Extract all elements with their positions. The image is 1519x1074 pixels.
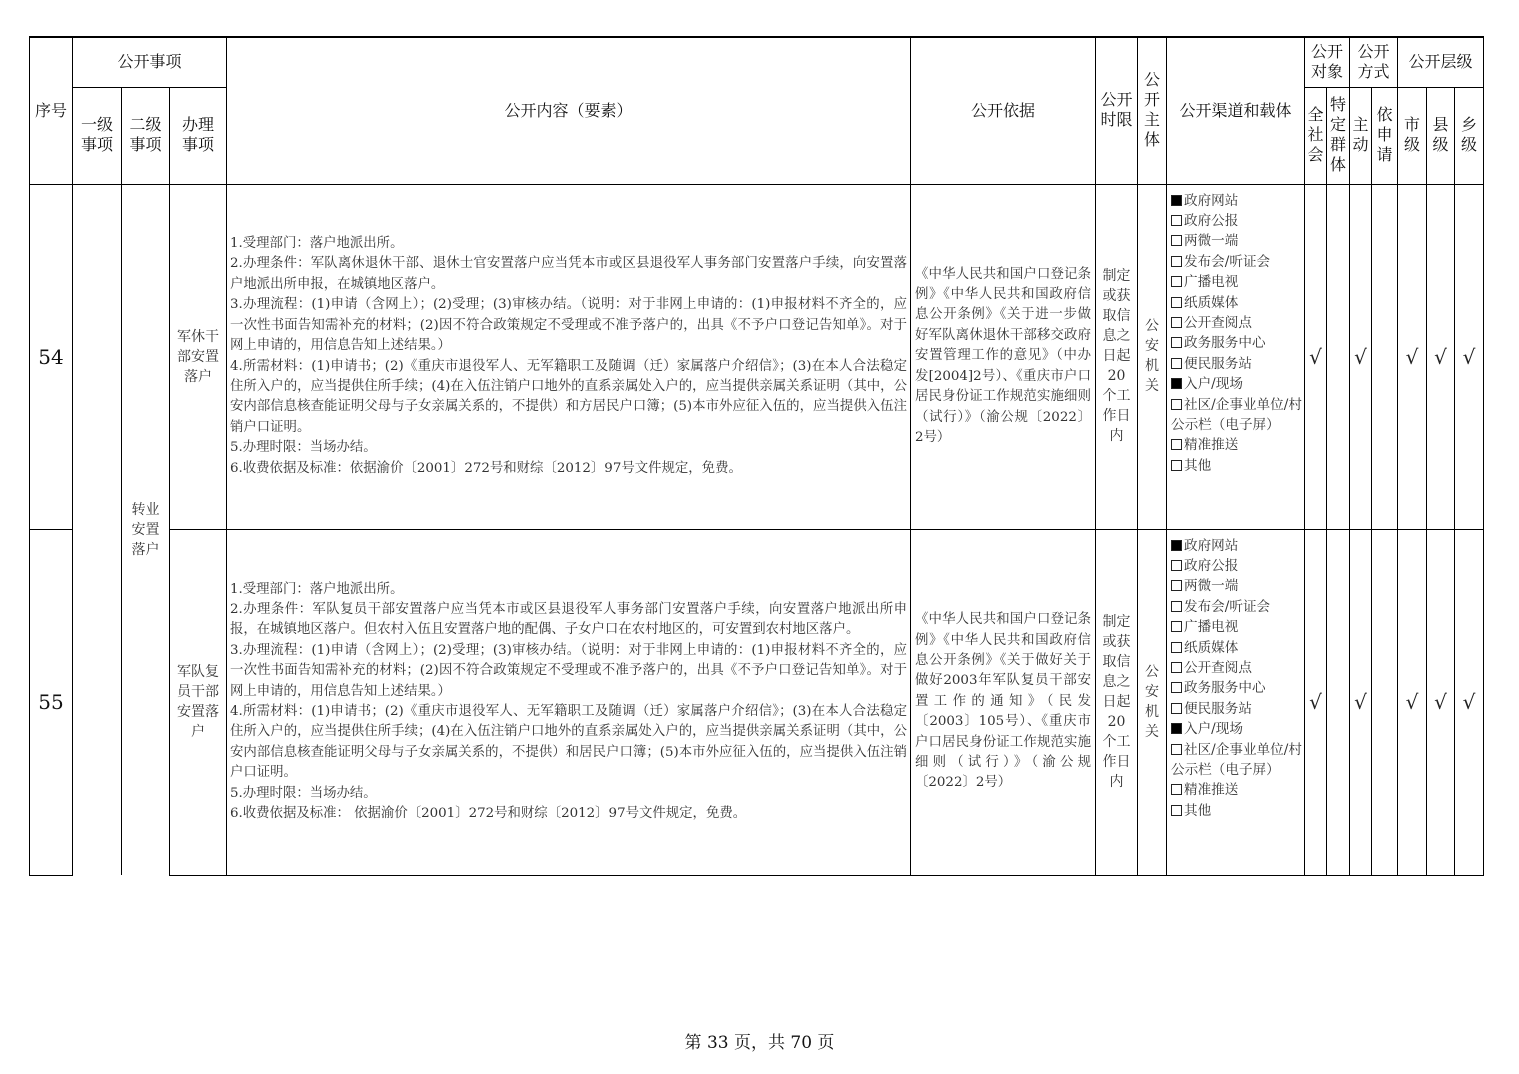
content-line: 4.所需材料：(1)申请书；(2)《重庆市退役军人、无军籍职工及随调（迁）家属落户介绍信》；(3)在本人合法稳定住所入户的，应当提供住所手续；(4)在入伍注销户口地外的直系亲属处入户的，应当提供亲属关系证明（其中，公安内部信息核查能证明父母与子女亲属关系的，不提供）和居民户口簿；(5)本市外应征入伍的，应当提供入伍注销户口证明。 bbox=[230, 704, 907, 781]
content-line: 1.受理部门：落户地派出所。 bbox=[230, 236, 404, 252]
checkbox-empty-icon bbox=[1171, 580, 1182, 591]
table-row bbox=[30, 529, 1484, 875]
content-line: 4.所需材料：(1)申请书；(2)《重庆市退役军人、无军籍职工及随调（迁）家属落户介绍信》；(3)在本人合法稳定住所入户的，应当提供住所手续；(4)在入伍注销户口地外的直系亲属处入户的，应当提供亲属关系证明（其中，公安内部信息核查能证明父母与子女亲属关系的，不提供）和方居民户口簿；(5)本市外应征入伍的，应当提供入伍注销户口证明。 bbox=[230, 358, 907, 435]
channel-item: 公开查阅点 bbox=[1171, 313, 1302, 333]
checkbox-empty-icon bbox=[1171, 744, 1182, 755]
channel-item: 发布会/听证会 bbox=[1171, 597, 1302, 617]
row-subject: 公安机关 bbox=[1138, 184, 1167, 529]
header-level-county: 县级 bbox=[1427, 87, 1455, 184]
content-line: 5.办理时限：当场办结。 bbox=[230, 440, 377, 456]
channel-item: 广播电视 bbox=[1171, 272, 1302, 292]
channel-item: 其他 bbox=[1171, 801, 1302, 821]
row-level1 bbox=[73, 184, 122, 875]
checkbox-empty-icon bbox=[1171, 215, 1182, 226]
channel-item: 便民服务站 bbox=[1171, 699, 1302, 719]
channel-item: 社区/企事业单位/村公示栏（电子屏） bbox=[1171, 741, 1302, 778]
checkbox-empty-icon bbox=[1171, 805, 1182, 816]
checkbox-checked-icon bbox=[1171, 540, 1182, 551]
content-line: 3.办理流程：(1)申请（含网上）；(2)受理；(3)审核办结。（说明：对于非网上申请的：(1)申报材料不齐全的，应一次性书面告知需补充的材料；(2)因不符合政策规定不受理或不准予落户的，出具《不予户口登记告知单》。对于网上申请的，用信息告知上述结果。） bbox=[230, 297, 907, 354]
channel-item: 精准推送 bbox=[1171, 780, 1302, 800]
checkbox-empty-icon bbox=[1171, 784, 1182, 795]
header-time-limit: 公开时限 bbox=[1096, 37, 1138, 184]
channel-item: 两微一端 bbox=[1171, 231, 1302, 251]
channel-item: 两微一端 bbox=[1171, 576, 1302, 596]
checkbox-empty-icon bbox=[1171, 256, 1182, 267]
channel-item: 社区/企事业单位/村公示栏（电子屏） bbox=[1171, 396, 1302, 433]
row-subject: 公安机关 bbox=[1138, 529, 1167, 875]
checkbox-empty-icon bbox=[1171, 682, 1182, 693]
mark-level-county: √ bbox=[1427, 184, 1455, 529]
mark-mode-active: √ bbox=[1350, 184, 1372, 529]
row-level2: 转业安置落户 bbox=[122, 184, 170, 875]
content-line: 3.办理流程：(1)申请（含网上）；(2)受理；(3)审核办结。（说明：对于非网上申请的：(1)申报材料不齐全的，应一次性书面告知需补充的材料；(2)因不符合政策规定不受理或不准予落户的，出具《不予户口登记告知单》。对于网上申请的，用信息告知上述结果。） bbox=[230, 642, 907, 699]
header-items-group: 公开事项 bbox=[73, 37, 227, 87]
header-level-city: 市级 bbox=[1398, 87, 1427, 184]
channel-item: 其他 bbox=[1171, 456, 1302, 476]
header-basis: 公开依据 bbox=[911, 37, 1096, 184]
mark-level-county: √ bbox=[1427, 529, 1455, 875]
channel-item: 政府网站 bbox=[1171, 536, 1302, 556]
table-row bbox=[30, 184, 1484, 529]
content-line: 2.办理条件：军队复员干部安置落户应当凭本市或区县退役军人事务部门安置落户手续，向安置落户地派出所申报，在城镇地区落户。但农村入伍且安置落户地的配偶、子女户口在农村地区的，可安置到农村地区落户。 bbox=[230, 601, 907, 638]
mark-object-all: √ bbox=[1305, 184, 1327, 529]
row-seq: 54 bbox=[30, 184, 73, 529]
row-handle: 军休干部安置落户 bbox=[170, 184, 227, 529]
channel-item: 政府公报 bbox=[1171, 211, 1302, 231]
header-object-group: 公开对象 bbox=[1305, 37, 1350, 87]
disclosure-table bbox=[29, 36, 1484, 876]
content-line: 6.收费依据及标准：依据渝价〔2001〕272号和财综〔2012〕97号文件规定，免费。 bbox=[230, 460, 742, 476]
header-mode-group: 公开方式 bbox=[1350, 37, 1398, 87]
row-seq: 55 bbox=[30, 529, 73, 875]
checkbox-empty-icon bbox=[1171, 642, 1182, 653]
checkbox-empty-icon bbox=[1171, 358, 1182, 369]
header-mode-active: 主动 bbox=[1350, 87, 1372, 184]
checkbox-empty-icon bbox=[1171, 276, 1182, 287]
checkbox-checked-icon bbox=[1171, 195, 1182, 206]
mark-object-all: √ bbox=[1305, 529, 1327, 875]
channel-item: 入户/现场 bbox=[1171, 374, 1302, 394]
header-channels: 公开渠道和载体 bbox=[1167, 37, 1305, 184]
mark-level-town: √ bbox=[1455, 184, 1484, 529]
mark-mode-request bbox=[1372, 529, 1398, 875]
mark-object-specific bbox=[1327, 529, 1350, 875]
row-content bbox=[227, 529, 911, 875]
row-basis: 《中华人民共和国户口登记条例》《中华人民共和国政府信息公开条例》《关于进一步做好军队离休退休干部移交政府安置管理工作的意见》（中办发[2004]2号）、《重庆市户口居民身份证工作规范实施细则（试行）》（渝公规〔2022〕2号） bbox=[911, 184, 1096, 529]
header-object-specific: 特定群体 bbox=[1327, 87, 1350, 184]
checkbox-empty-icon bbox=[1171, 439, 1182, 450]
mark-level-city: √ bbox=[1398, 529, 1427, 875]
channel-item: 便民服务站 bbox=[1171, 354, 1302, 374]
row-channels bbox=[1167, 184, 1305, 529]
content-line: 5.办理时限：当场办结。 bbox=[230, 785, 377, 801]
checkbox-empty-icon bbox=[1171, 703, 1182, 714]
header-object-all: 全社会 bbox=[1305, 87, 1327, 184]
checkbox-empty-icon bbox=[1171, 601, 1182, 612]
checkbox-checked-icon bbox=[1171, 723, 1182, 734]
row-basis: 《中华人民共和国户口登记条例》《中华人民共和国政府信息公开条例》《关于做好关于做好2003年军队复员干部安置工作的通知》（民发〔2003〕105号）、《重庆市户口居民身份证工作规范实施细则（试行）》（渝公规〔2022〕2号） bbox=[911, 529, 1096, 875]
header-level-group: 公开层级 bbox=[1398, 37, 1484, 87]
header-content: 公开内容（要素） bbox=[227, 37, 911, 184]
row-time-limit: 制定或获取信息之日起20个工作日内 bbox=[1096, 184, 1138, 529]
checkbox-empty-icon bbox=[1171, 621, 1182, 632]
channel-item: 公开查阅点 bbox=[1171, 658, 1302, 678]
mark-mode-active: √ bbox=[1350, 529, 1372, 875]
checkbox-empty-icon bbox=[1171, 297, 1182, 308]
checkbox-checked-icon bbox=[1171, 378, 1182, 389]
header-mode-request: 依申请 bbox=[1372, 87, 1398, 184]
checkbox-empty-icon bbox=[1171, 317, 1182, 328]
checkbox-empty-icon bbox=[1171, 662, 1182, 673]
checkbox-empty-icon bbox=[1171, 399, 1182, 410]
channel-item: 精准推送 bbox=[1171, 435, 1302, 455]
channel-item: 纸质媒体 bbox=[1171, 293, 1302, 313]
content-line: 1.受理部门：落户地派出所。 bbox=[230, 581, 404, 597]
header-handle: 办理事项 bbox=[170, 87, 227, 184]
checkbox-empty-icon bbox=[1171, 235, 1182, 246]
row-channels bbox=[1167, 529, 1305, 875]
channel-item: 发布会/听证会 bbox=[1171, 252, 1302, 272]
mark-level-city: √ bbox=[1398, 184, 1427, 529]
channel-item: 政务服务中心 bbox=[1171, 678, 1302, 698]
mark-mode-request bbox=[1372, 184, 1398, 529]
channel-item: 政务服务中心 bbox=[1171, 333, 1302, 353]
mark-object-specific bbox=[1327, 184, 1350, 529]
checkbox-empty-icon bbox=[1171, 560, 1182, 571]
header-subject: 公开主体 bbox=[1138, 37, 1167, 184]
mark-level-town: √ bbox=[1455, 529, 1484, 875]
page-footer: 第 33 页，共 70 页 bbox=[684, 1033, 835, 1053]
header-level2: 二级事项 bbox=[122, 87, 170, 184]
header-seq: 序号 bbox=[30, 37, 73, 184]
content-line: 6.收费依据及标准： 依据渝价〔2001〕272号和财综〔2012〕97号文件规定，免费。 bbox=[230, 806, 747, 822]
checkbox-empty-icon bbox=[1171, 460, 1182, 471]
channel-item: 政府网站 bbox=[1171, 191, 1302, 211]
header-level1: 一级事项 bbox=[73, 87, 122, 184]
content-line: 2.办理条件：军队离休退休干部、退休士官安置落户应当凭本市或区县退役军人事务部门安置落户手续，向安置落户地派出所申报，在城镇地区落户。 bbox=[230, 256, 907, 292]
checkbox-empty-icon bbox=[1171, 337, 1182, 348]
channel-item: 入户/现场 bbox=[1171, 719, 1302, 739]
header-level-town: 乡级 bbox=[1455, 87, 1484, 184]
channel-item: 纸质媒体 bbox=[1171, 638, 1302, 658]
row-handle: 军队复员干部安置落户 bbox=[170, 529, 227, 875]
channel-item: 广播电视 bbox=[1171, 617, 1302, 637]
channel-item: 政府公报 bbox=[1171, 556, 1302, 576]
row-content bbox=[227, 184, 911, 529]
row-time-limit: 制定或获取信息之日起20个工作日内 bbox=[1096, 529, 1138, 875]
